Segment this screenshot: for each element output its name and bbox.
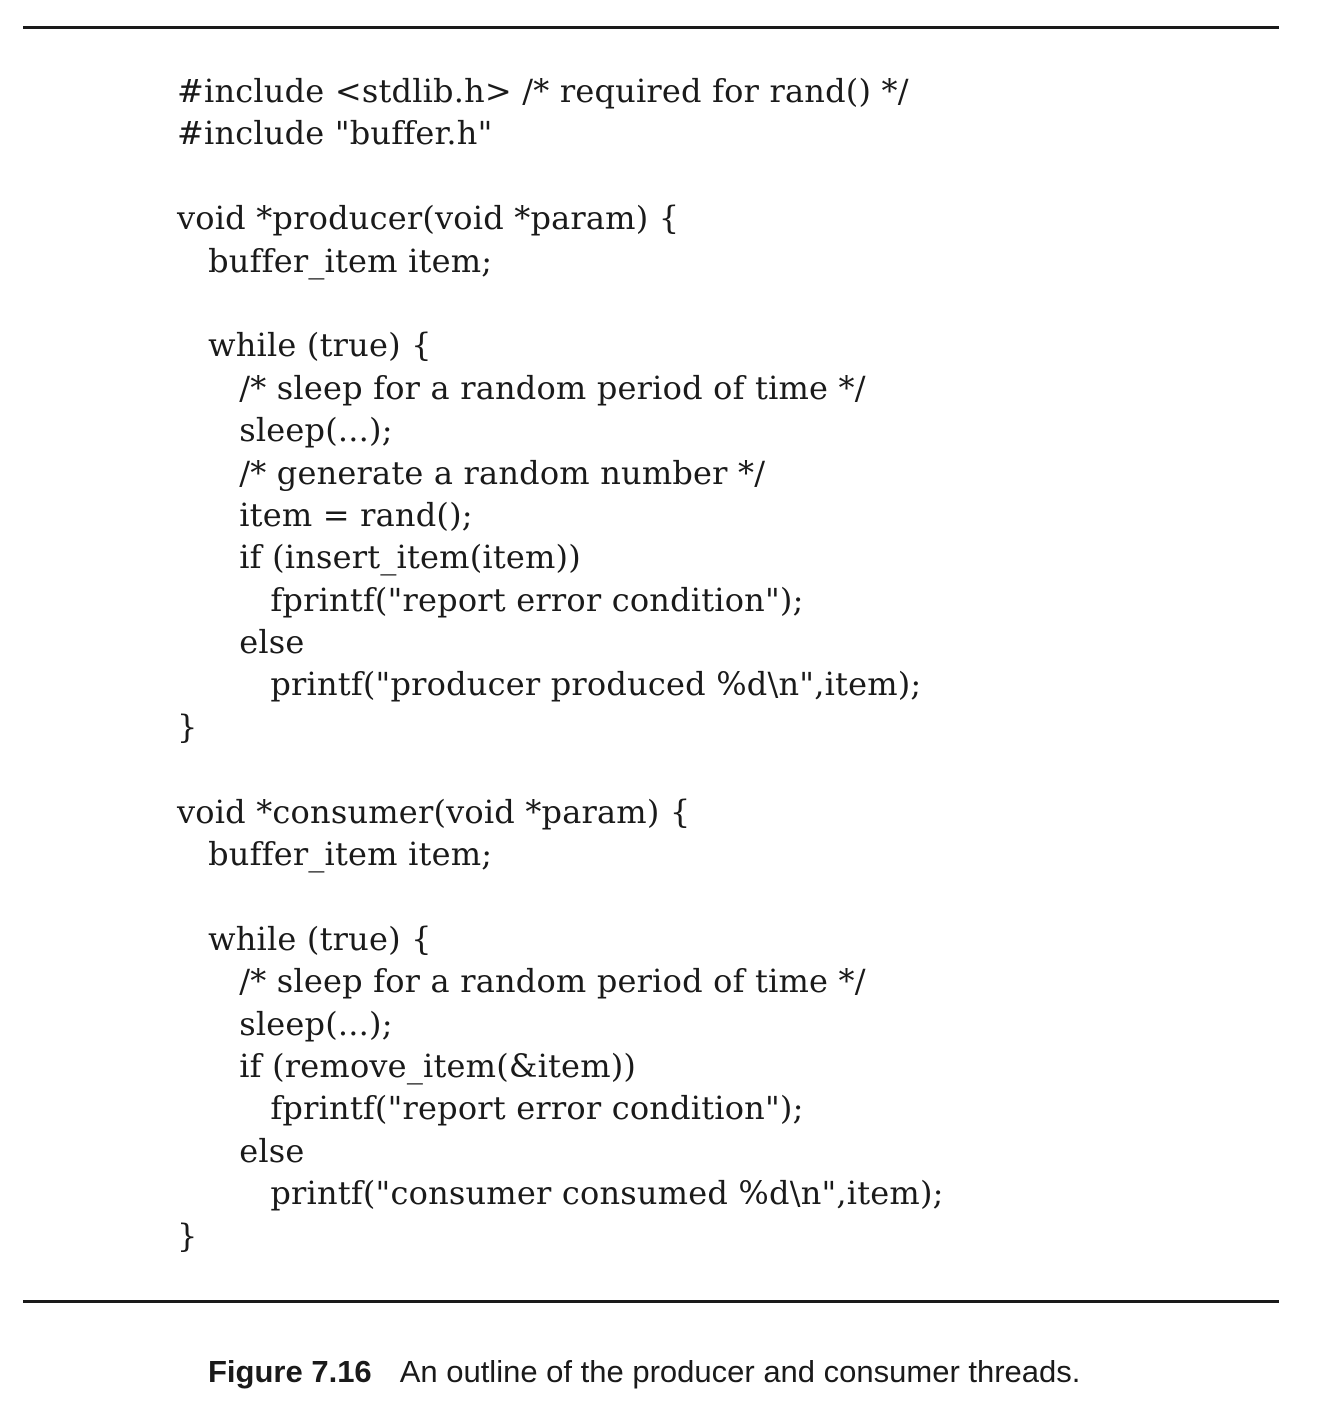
code-line: void *consumer(void *param) { (177, 792, 691, 831)
code-line: sleep(...); (177, 1004, 393, 1043)
code-line: fprintf("report error condition"); (177, 580, 804, 619)
code-line: } (177, 707, 198, 746)
code-line: else (177, 1131, 305, 1170)
code-line: void *producer(void *param) { (177, 199, 680, 238)
code-line: } (177, 1216, 198, 1255)
code-listing (177, 70, 944, 1257)
code-line: if (remove_item(&item)) (177, 1046, 637, 1085)
code-line: while (true) { (177, 326, 432, 365)
code-line: /* generate a random number */ (177, 453, 766, 492)
code-line: else (177, 623, 305, 662)
top-rule (23, 26, 1279, 29)
figure-caption-label: Figure 7.16 (208, 1354, 372, 1389)
code-line (177, 748, 944, 790)
code-line: /* sleep for a random period of time */ (177, 962, 866, 1001)
code-line: buffer_item item; (177, 835, 493, 874)
code-line: #include <stdlib.h> /* required for rand() */ (177, 72, 909, 110)
code-line: if (insert_item(item)) (177, 538, 581, 577)
code-line (177, 155, 944, 197)
bottom-rule (23, 1300, 1279, 1303)
code-line: item = rand(); (177, 495, 473, 534)
code-line: fprintf("report error condition"); (177, 1089, 804, 1128)
code-line (177, 282, 944, 324)
code-line (177, 875, 944, 917)
figure-caption (208, 1352, 1080, 1392)
code-line: /* sleep for a random period of time */ (177, 368, 866, 407)
code-line: printf("producer produced %d\n",item); (177, 665, 922, 704)
code-line: buffer_item item; (177, 241, 493, 280)
figure-caption-text: An outline of the producer and consumer threads. (399, 1354, 1081, 1389)
code-line: printf("consumer consumed %d\n",item); (177, 1174, 944, 1213)
code-line: #include "buffer.h" (177, 114, 493, 153)
code-line: sleep(...); (177, 411, 393, 450)
code-line: while (true) { (177, 919, 432, 958)
